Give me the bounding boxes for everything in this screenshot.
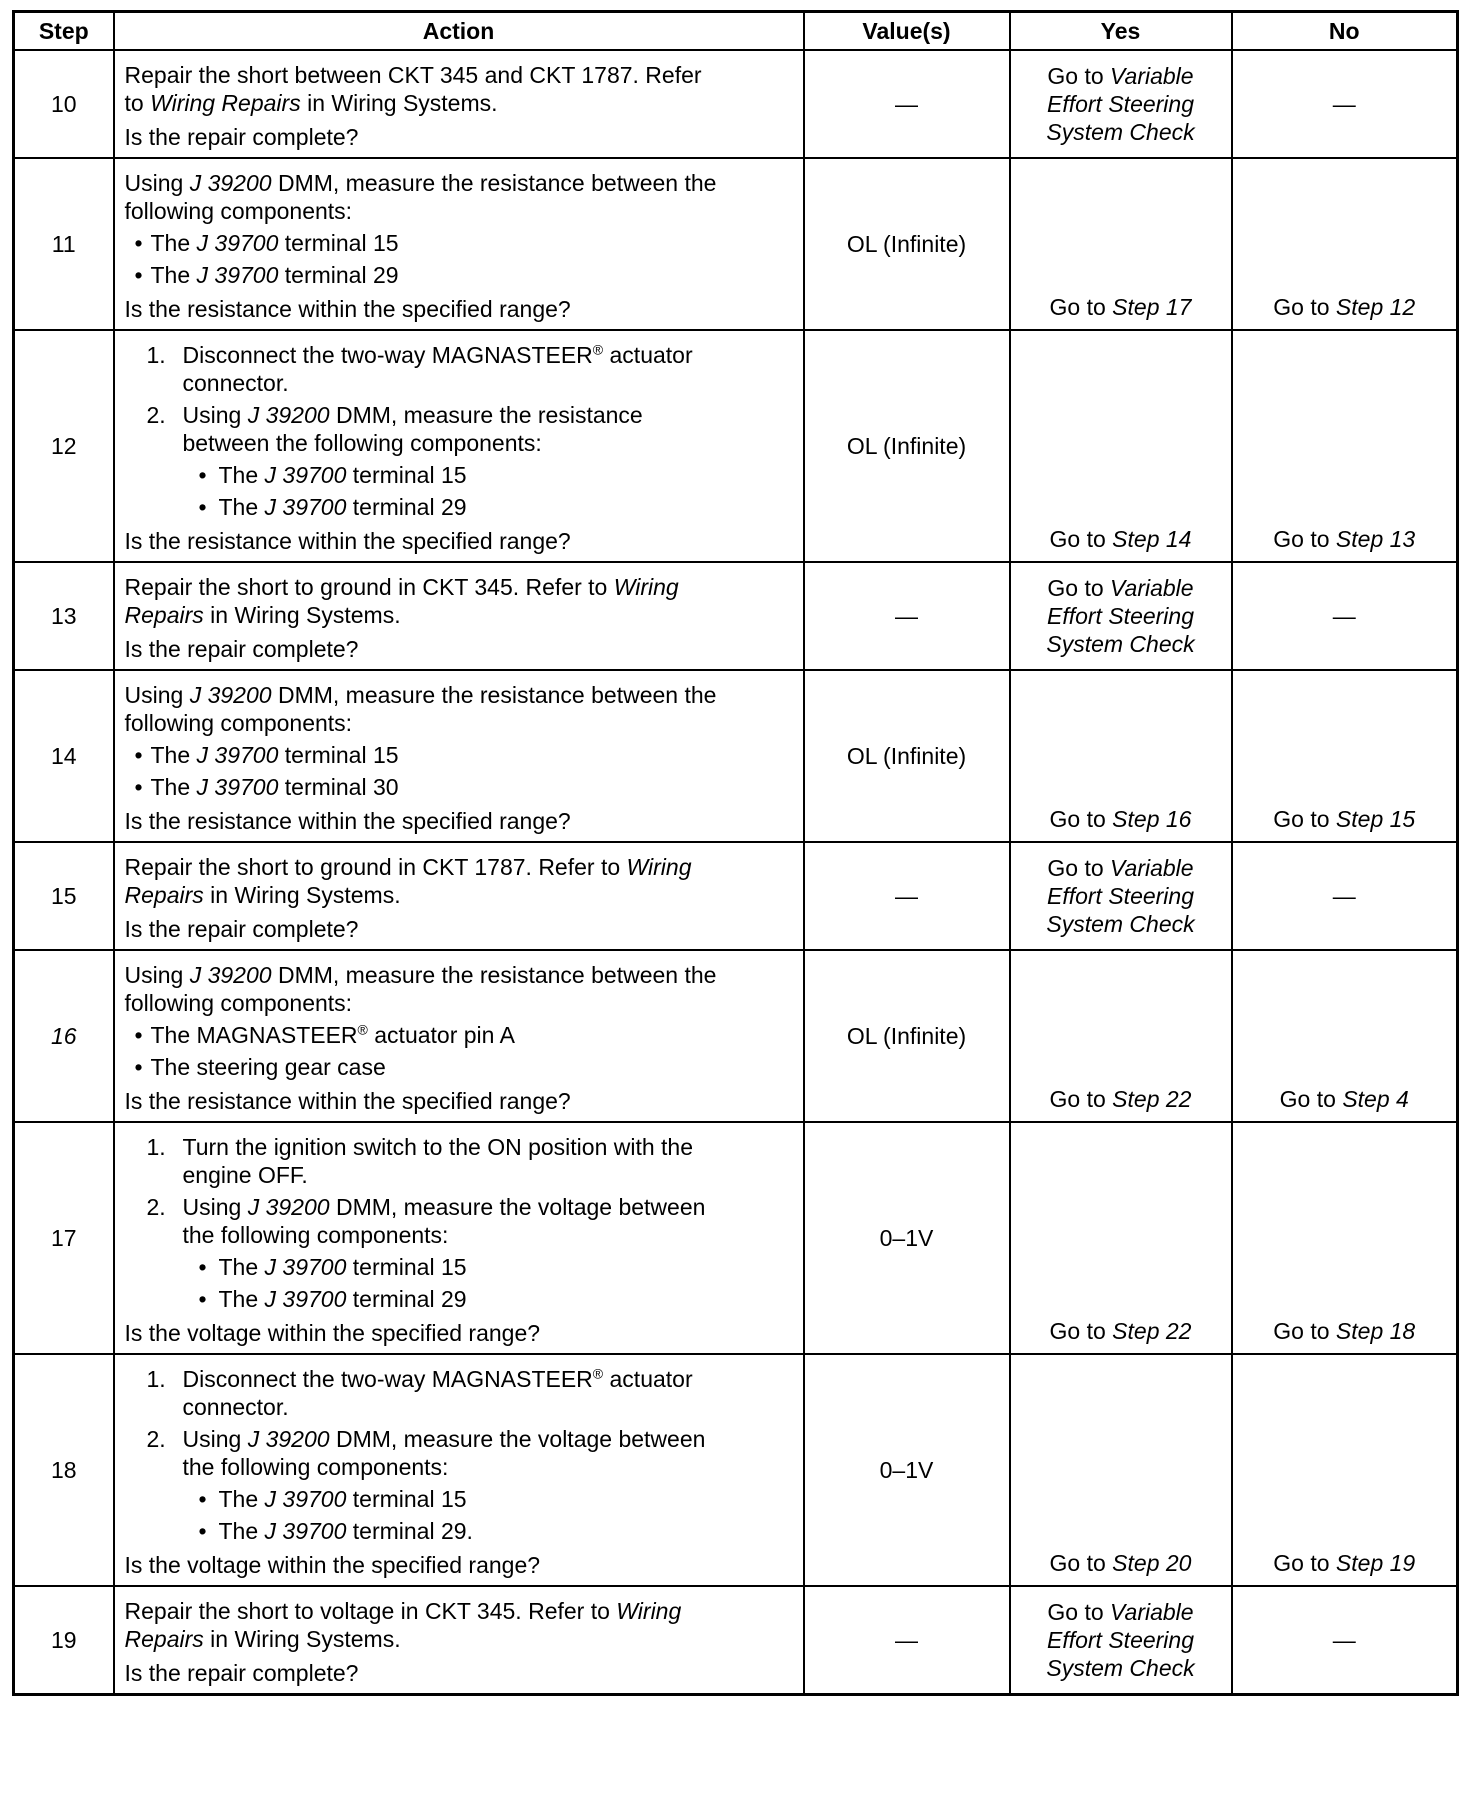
value-cell: OL (Infinite) [804, 158, 1010, 330]
question-text: Is the voltage within the specified range? [124, 1320, 541, 1346]
yes-cell: Go to Variable Effort Steering System Check [1010, 50, 1232, 158]
action-cell: Repair the short to ground in CKT 1787. Refer to Wiring Repairs in Wiring Systems. Is the repair complete? [114, 842, 804, 950]
header-values: Value(s) [804, 12, 1010, 51]
header-row [14, 12, 1458, 51]
action-text: Repair the short between CKT 345 and CKT 1787. Refer [124, 62, 702, 88]
step-number: 12 [14, 330, 114, 562]
question-text: Is the repair complete? [124, 124, 359, 150]
value-cell: — [804, 562, 1010, 670]
action-cell [114, 50, 804, 158]
action-cell: Repair the short to ground in CKT 345. Refer to Wiring Repairs in Wiring Systems. Is the repair complete? [114, 562, 804, 670]
yes-cell: Go to Step 22 [1010, 950, 1232, 1122]
step-number: 13 [14, 562, 114, 670]
value-cell: — [804, 50, 1010, 158]
question-text: Is the voltage within the specified range? [124, 1552, 541, 1578]
action-cell: Using J 39200 DMM, measure the resistance between the following components: • The MAGNASTEER® actuator pin A • The steering gear case Is the resistance within the specified range? [114, 950, 804, 1122]
bullet-item: • The J 39700 terminal 29 [125, 493, 793, 521]
step-number: 15 [14, 842, 114, 950]
numbered-item: 1. Turn the ignition switch to the ON position with the engine OFF. [146, 1134, 694, 1188]
table-row [14, 1122, 1458, 1354]
question-text: Is the resistance within the specified range? [124, 1088, 571, 1114]
numbered-item: 1. Disconnect the two-way MAGNASTEER® actuator connector. [146, 1365, 693, 1420]
question-text: Is the repair complete? [124, 1660, 359, 1686]
value-cell: OL (Infinite) [804, 330, 1010, 562]
yes-cell: Go to Variable Effort Steering System Check [1010, 562, 1232, 670]
table-row [14, 562, 1458, 670]
action-cell [114, 1354, 804, 1586]
no-cell: Go to Step 13 [1232, 330, 1458, 562]
action-cell: Using J 39200 DMM, measure the resistance between the following components: • The J 39700 terminal 15 • The J 39700 terminal 30 Is the resistance within the specified range? [114, 670, 804, 842]
step-number: 11 [14, 158, 114, 330]
bullet-item: • The J 39700 terminal 29. [125, 1517, 793, 1545]
yes-cell: Go to Step 17 [1010, 158, 1232, 330]
table-row [14, 670, 1458, 842]
bullet-item: • The J 39700 terminal 29 [125, 261, 793, 289]
numbered-item: 2. Using J 39200 DMM, measure the resistance between the following components: [146, 402, 643, 456]
no-cell: — [1232, 1586, 1458, 1695]
step-number: 16 [14, 950, 114, 1122]
no-cell: — [1232, 562, 1458, 670]
yes-cell: Go to Step 22 [1010, 1122, 1232, 1354]
no-cell: Go to Step 12 [1232, 158, 1458, 330]
value-cell: OL (Infinite) [804, 670, 1010, 842]
yes-cell: Go to Step 14 [1010, 330, 1232, 562]
header-action: Action [114, 12, 804, 51]
bullet-item: • The J 39700 terminal 30 [125, 773, 793, 801]
value-cell: 0–1V [804, 1122, 1010, 1354]
question-text: Is the resistance within the specified range? [124, 808, 571, 834]
table-row [14, 158, 1458, 330]
bullet-item: • The steering gear case [125, 1053, 793, 1081]
step-number: 17 [14, 1122, 114, 1354]
value-cell: OL (Infinite) [804, 950, 1010, 1122]
bullet-item: • The J 39700 terminal 15 [125, 461, 793, 489]
header-no: No [1232, 12, 1458, 51]
step-number: 19 [14, 1586, 114, 1695]
table-row [14, 842, 1458, 950]
value-cell: 0–1V [804, 1354, 1010, 1586]
numbered-item: 1. Disconnect the two-way MAGNASTEER® actuator connector. [146, 341, 693, 396]
step-number: 14 [14, 670, 114, 842]
header-yes: Yes [1010, 12, 1232, 51]
diagnostic-table [12, 10, 1459, 1696]
bullet-item: • The J 39700 terminal 15 [125, 741, 793, 769]
table-row [14, 1586, 1458, 1695]
yes-cell: Go to Step 16 [1010, 670, 1232, 842]
yes-cell: Go to Variable Effort Steering System Check [1010, 842, 1232, 950]
question-text: Is the repair complete? [124, 916, 359, 942]
question-text: Is the repair complete? [124, 636, 359, 662]
value-cell: — [804, 1586, 1010, 1695]
yes-cell: Go to Variable Effort Steering System Check [1010, 1586, 1232, 1695]
table-row [14, 1354, 1458, 1586]
no-cell: — [1232, 842, 1458, 950]
no-cell: Go to Step 18 [1232, 1122, 1458, 1354]
numbered-item: 2. Using J 39200 DMM, measure the voltage between the following components: [146, 1426, 706, 1480]
question-text: Is the resistance within the specified range? [124, 528, 571, 554]
numbered-item: 2. Using J 39200 DMM, measure the voltage between the following components: [146, 1194, 706, 1248]
action-text: to Wiring Repairs in Wiring Systems. [124, 90, 498, 116]
bullet-item: • The MAGNASTEER® actuator pin A [125, 1021, 793, 1049]
bullet-item: • The J 39700 terminal 15 [125, 229, 793, 257]
bullet-item: • The J 39700 terminal 15 [125, 1485, 793, 1513]
action-cell: Repair the short to voltage in CKT 345. Refer to Wiring Repairs in Wiring Systems. Is the repair complete? [114, 1586, 804, 1695]
action-cell [114, 330, 804, 562]
no-cell: Go to Step 15 [1232, 670, 1458, 842]
step-number: 18 [14, 1354, 114, 1586]
table-row [14, 950, 1458, 1122]
bullet-item: • The J 39700 terminal 15 [125, 1253, 793, 1281]
action-cell [114, 1122, 804, 1354]
no-cell: Go to Step 19 [1232, 1354, 1458, 1586]
yes-cell: Go to Step 20 [1010, 1354, 1232, 1586]
step-number: 10 [14, 50, 114, 158]
table-row [14, 50, 1458, 158]
no-cell: Go to Step 4 [1232, 950, 1458, 1122]
header-step: Step [14, 12, 114, 51]
diagnostic-table-wrapper [12, 10, 1459, 1696]
value-cell: — [804, 842, 1010, 950]
action-cell: Using J 39200 DMM, measure the resistance between the following components: • The J 39700 terminal 15 • The J 39700 terminal 29 Is the resistance within the specified range? [114, 158, 804, 330]
question-text: Is the resistance within the specified range? [124, 296, 571, 322]
bullet-item: • The J 39700 terminal 29 [125, 1285, 793, 1313]
no-cell: — [1232, 50, 1458, 158]
table-row [14, 330, 1458, 562]
